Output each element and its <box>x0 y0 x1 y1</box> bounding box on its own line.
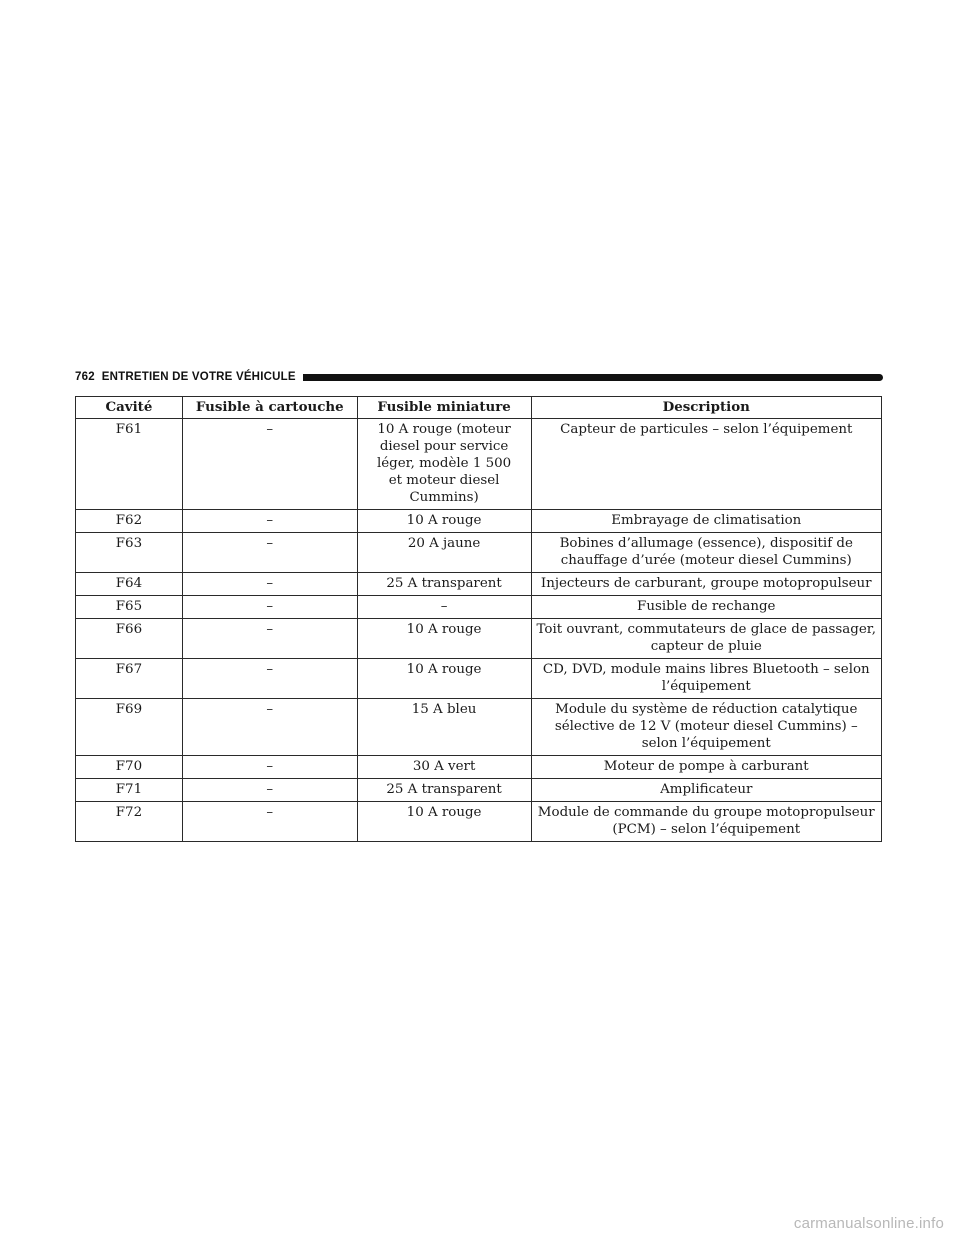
cell-mini-fuse: 10 A rouge <box>357 659 531 699</box>
cell-description: Bobines d’allumage (essence), dispositif de chauffage d’urée (moteur diesel Cummins) <box>531 533 882 573</box>
table-row <box>76 510 882 533</box>
cell-cavity: F65 <box>76 596 183 619</box>
cell-cavity: F67 <box>76 659 183 699</box>
cell-description: Fusible de rechange <box>531 596 882 619</box>
table-row <box>76 619 882 659</box>
table-row <box>76 596 882 619</box>
section-title: ENTRETIEN DE VOTRE VÉHICULE <box>101 371 296 383</box>
table-row <box>76 756 882 779</box>
cell-cavity: F70 <box>76 756 183 779</box>
cell-mini-fuse: 25 A transparent <box>357 573 531 596</box>
cell-cavity: F69 <box>76 699 183 756</box>
table-row <box>76 533 882 573</box>
cell-description: Amplificateur <box>531 779 882 802</box>
cell-cavity: F61 <box>76 419 183 510</box>
cell-mini-fuse: 15 A bleu <box>357 699 531 756</box>
table-row <box>76 779 882 802</box>
cell-cartridge-fuse: – <box>182 533 357 573</box>
cell-cartridge-fuse: – <box>182 596 357 619</box>
cell-cavity: F66 <box>76 619 183 659</box>
cell-cartridge-fuse: – <box>182 573 357 596</box>
table-row <box>76 659 882 699</box>
column-header-cartridge-fuse: Fusible à cartouche <box>182 397 357 419</box>
column-header-mini-fuse: Fusible miniature <box>357 397 531 419</box>
cell-cartridge-fuse: – <box>182 779 357 802</box>
cell-mini-fuse: 10 A rouge <box>357 510 531 533</box>
page-number: 762 <box>75 371 95 383</box>
cell-cartridge-fuse: – <box>182 659 357 699</box>
cell-cavity: F72 <box>76 802 183 842</box>
cell-description: Injecteurs de carburant, groupe motopropulseur <box>531 573 882 596</box>
page-header <box>75 369 883 385</box>
cell-cartridge-fuse: – <box>182 699 357 756</box>
cell-description: Moteur de pompe à carburant <box>531 756 882 779</box>
cell-cartridge-fuse: – <box>182 756 357 779</box>
fuse-table <box>75 396 882 842</box>
table-row <box>76 699 882 756</box>
cell-mini-fuse: 25 A transparent <box>357 779 531 802</box>
cell-cavity: F63 <box>76 533 183 573</box>
cell-cavity: F71 <box>76 779 183 802</box>
cell-mini-fuse: 10 A rouge <box>357 619 531 659</box>
header-rule <box>303 374 883 381</box>
cell-mini-fuse: 10 A rouge <box>357 802 531 842</box>
cell-description: Capteur de particules – selon l’équipement <box>531 419 882 510</box>
cell-description: Toit ouvrant, commutateurs de glace de passager, capteur de pluie <box>531 619 882 659</box>
cell-cartridge-fuse: – <box>182 510 357 533</box>
table-row <box>76 573 882 596</box>
cell-description: Embrayage de climatisation <box>531 510 882 533</box>
cell-cartridge-fuse: – <box>182 419 357 510</box>
cell-description: CD, DVD, module mains libres Bluetooth – selon l’équipement <box>531 659 882 699</box>
cell-description: Module de commande du groupe motopropulseur (PCM) – selon l’équipement <box>531 802 882 842</box>
cell-mini-fuse: 20 A jaune <box>357 533 531 573</box>
cell-cartridge-fuse: – <box>182 619 357 659</box>
cell-cartridge-fuse: – <box>182 802 357 842</box>
table-row <box>76 419 882 510</box>
cell-mini-fuse: 10 A rouge (moteur diesel pour service léger, modèle 1 500 et moteur diesel Cummins) <box>357 419 531 510</box>
column-header-cavity: Cavité <box>76 397 183 419</box>
cell-mini-fuse: 30 A vert <box>357 756 531 779</box>
cell-cavity: F64 <box>76 573 183 596</box>
cell-description: Module du système de réduction catalytique sélective de 12 V (moteur diesel Cummins) – selon l’équipement <box>531 699 882 756</box>
table-header-row <box>76 397 882 419</box>
cell-cavity: F62 <box>76 510 183 533</box>
cell-mini-fuse: – <box>357 596 531 619</box>
column-header-description: Description <box>531 397 882 419</box>
watermark: carmanualsonline.info <box>793 1215 944 1232</box>
table-row <box>76 802 882 842</box>
